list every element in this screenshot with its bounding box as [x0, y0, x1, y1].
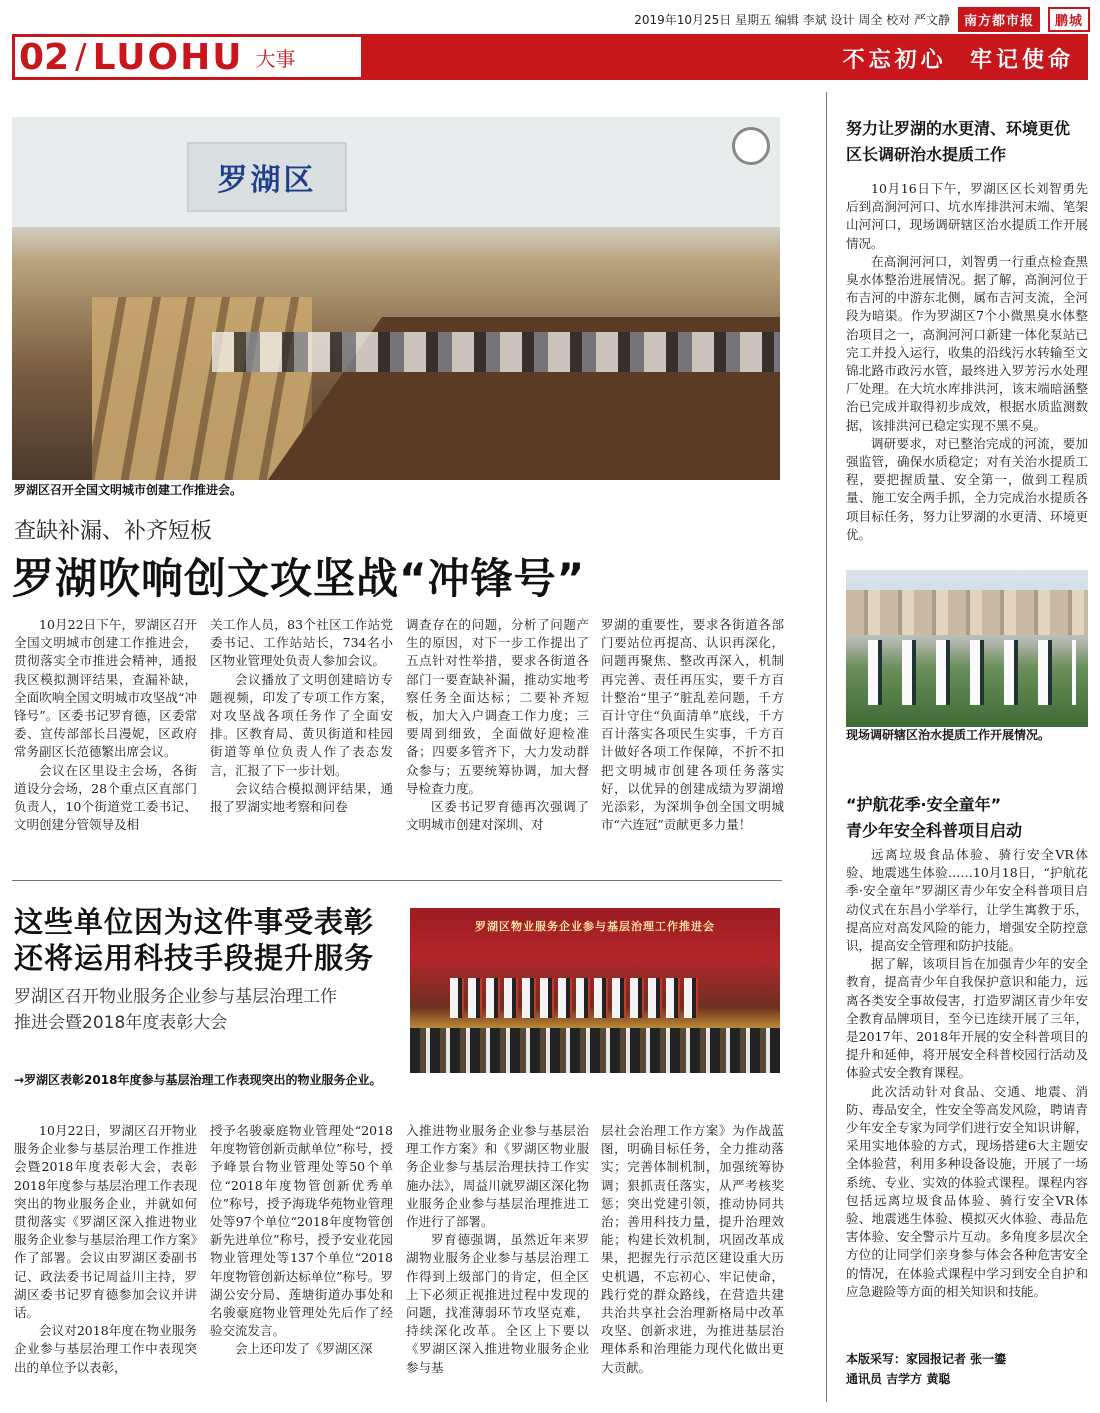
section-header-box	[12, 34, 364, 80]
second-column-1: 10月22日，罗湖区召开物业服务企业参与基层治理工作推进会暨2018年度表彰大会，表彰2018年度参与基层治理工作表现突出的物业服务企业，并就如何贯彻落实《罗湖区深入推进物业服务企业参与基层治理工作方案》作了部署。会议由罗湖区委副书记、政法委书记周益川主持，罗湖区委书记罗育德参加会议并讲话。 会议对2018年度在物业服务企业参与基层治理工作中表现突出的单位予以表彰，	[14, 1123, 197, 1375]
main-column-1: 10月22日下午，罗湖区召开全国文明城市创建工作推进会，贯彻落实全市推进会精神，通报我区模拟测评结果，查漏补缺，全面吹响全国文明城市攻坚战“冲锋号”。区委书记罗育德，区委常委、宣传部部长吕漫妮，区政府常务副区长范德繁出席会议。 会议在区里设主会场，各街道设分会场，28个重点区直部门负责人，10个街道党工委书记、文明创建分管领导及相	[14, 617, 197, 833]
section-header-bar	[12, 34, 1088, 80]
second-column-4: 层社会治理工作方案》为作战蓝图，明确目标任务，全力推动落实；完善体制机制，加强统筹协调；狠抓责任落实，从严考核奖惩；突出党建引领，推动协同共治；善用科技力量，提升治理效能；构建长效机制，巩固改革成果，把握先行示范区建设重大历史机遇，不忘初心、牢记使命，践行党的群众路线，在营造共建共治共享社会治理新格局中改革攻坚、创新求进，为推进基层治理体系和治理能力现代化做出更大贡献。	[601, 1123, 784, 1375]
main-kicker: 查缺补漏、补齐短板	[14, 519, 213, 544]
stage-banner-text: 罗湖区物业服务企业参与基层治理工作推进会	[475, 920, 715, 933]
newspaper-logo: 南方都市报	[958, 7, 1040, 32]
side-headline-2: “护航花季·安全童年” 青少年安全科普项目启动	[846, 795, 1023, 840]
section-subtitle: 大事	[255, 46, 296, 71]
second-subhead: 罗湖区召开物业服务企业参与基层治理工作 推进会暨2018年度表彰大会	[14, 987, 337, 1034]
second-headline: 这些单位因为这件事受表彰 还将运用科技手段提升服务	[14, 905, 375, 976]
river-inspection-photo	[846, 570, 1088, 727]
side-headline-1: 努力让罗湖的水更清、环境更优 区长调研治水提质工作	[846, 119, 1071, 164]
section-divider	[12, 880, 782, 881]
main-column-3: 调查存在的问题，分析了问题产生的原因，对下一步工作提出了五点针对性举措，要求各街道各部门一要查缺补漏，推动实地考察任务全面达标；二要补齐短板，加大入户调查工作力度；三要周到细致，全面做好迎检准备；四要多管齐下，大力发动群众参与；五要统筹协调，加大督导检查力度。 区委书记罗育德再次强调了文明城市创建对深圳、对	[406, 617, 589, 833]
page-number: 02	[19, 36, 70, 78]
river-photo-caption: 现场调研辖区治水提质工作开展情况。	[846, 728, 1051, 742]
slash-divider: /	[75, 37, 87, 77]
meeting-photo-caption: 罗湖区召开全国文明城市创建工作推进会。	[14, 483, 243, 497]
slogan: 不忘初心 牢记使命	[842, 48, 1074, 73]
second-column-2: 授予名骏豪庭物业管理处“2018年度物管创新贡献单位”称号，授予峰景台物业管理处等50个单位“2018年度物管创新优秀单位”称号，授予海珑华苑物业管理处等97个单位“2018年度物管创新先进单位”称号，授予安业花园物业管理处等137个单位“2018年度物管创新达标单位”称号。罗湖公安分局、莲塘街道办事处和名骏豪庭物业管理处先后作了经验交流发言。 会上还印发了《罗湖区深	[210, 1123, 393, 1357]
clock-icon	[732, 127, 770, 165]
side-story-2-body: 远离垃圾食品体验、骑行安全VR体验、地震逃生体验……10月18日，“护航花季·安全童年”罗湖区青少年安全科普项目启动仪式在东昌小学举行，让学生寓教于乐，提高应对高发风险的能力，增强安全防控意识，提高安全管理和防护技能。 据了解，该项目旨在加强青少年的安全教育，提高青少年自我保护意识和能力，远离各类安全事故侵害，打造罗湖区青少年安全教育品牌项目，至今已连续开展了三年，是2017年、2018年开展的安全科普项目的提升和延伸，将开展安全科普校园行活动及体验式安全教育课程。 此次活动针对食品、交通、地震、消防、毒品安全，性安全等高发风险，聘请青少年安全专家为同学们进行安全知识讲解，采用实地体验的方式，现场搭建6大主题安全体验营，利用多种设备设施，开展了一场系统、专业、实效的体验式课程。课程内容包括远离垃圾食品体验、骑行安全VR体验、地震逃生体验、模拟灭火体验、毒品危害体验、安全警示片互动。多角度多层次全方位的让同学们亲身参与体会各种危害安全的情况，在体验式课程中学习到安全自护和应急避险等方面的相关知识和技能。	[846, 847, 1088, 1299]
second-column-3: 入推进物业服务企业参与基层治理工作方案》和《罗湖区物业服务企业参与基层治理扶持工作实施办法》，周益川就罗湖区深化物业服务企业参与基层治理推进工作进行了部署。 罗育德强调，虽然近年来罗湖物业服务企业参与基层治理工作得到上级部门的肯定，但全区上下必须正视推进过程中发现的问题，找准薄弱环节攻坚克难，持续深化改革。全区上下要以《罗湖区深入推进物业服务企业参与基	[406, 1123, 589, 1375]
edition-logo: 鹏城	[1048, 7, 1090, 32]
side-story-1-body: 10月16日下午，罗湖区区长刘智勇先后到高涧河河口、坑水库排洪河末端、笔架山河河口，现场调研辖区治水提质工作开展情况。 在高涧河河口，刘智勇一行重点检查黑臭水体整治进展情况。据了解，高涧河位于布吉河的中游东北侧，属布吉河支流，全河段为暗渠。作为罗湖区7个小微黑臭水体整治项目之一，高涧河河口新建一体化泵站已完工并投入运行，收集的沿线污水转输至文锦北路市政污水管，最终进入罗芳污水处理厂处理。在大坑水库排洪河，该末端暗涵整治已完成并取得初步成效，根据水质监测数据，该排洪河已稳定实现不黑不臭。 调研要求，对已整治完成的河流，要加强监管，确保水质稳定；对有关治水提质工程，要把握质量、安全第一，做到工程质量、施工安全两手抓，全力完成治水提质各项目标任务，努力让罗湖的水更清、环境更优。	[846, 181, 1088, 542]
main-headline: 罗湖吹响创文攻坚战“冲锋号”	[12, 554, 586, 603]
award-photo-caption: →罗湖区表彰2018年度参与基层治理工作表现突出的物业服务企业。	[14, 1073, 382, 1087]
section-title: LUOHU	[92, 36, 244, 78]
meeting-photo	[12, 117, 780, 480]
column-divider	[826, 92, 827, 1402]
main-column-4: 罗湖的重要性，要求各街道各部门要站位再提高、认识再深化，问题再聚焦、整改再深入，机制再完善、责任再压实，要千方百计整治“里子”脏乱差问题，千方百计守住“负面清单”底线，千方百计落实各项民生实事，千方百计做好各项工作保障，不折不扣把文明城市创建各项任务落实好，以优异的创建成绩为罗湖增光添彩，为深圳争创全国文明城市“六连冠”贡献更多力量！	[601, 617, 784, 833]
main-column-2: 关工作人员，83个社区工作站党委书记、工作站站长，734名小区物业管理处负责人参加会议。 会议播放了文明创建暗访专题视频，印发了专项工作方案，对攻坚战各项任务作了全面安排。区教育局、黄贝街道和桂园街道等单位负责人作了表态发言，汇报了下一步计划。 会议结合模拟测评结果，通报了罗湖实地考察和问卷	[210, 617, 393, 815]
date-line-bar	[550, 6, 1090, 32]
byline: 本版采写：家园报记者 张一鎏 通讯员 吉学方 黄聪	[846, 1352, 1007, 1387]
date-line: 2019年10月25日 星期五 编辑 李斌 设计 周全 校对 严文静	[634, 12, 950, 27]
award-ceremony-photo	[410, 908, 780, 1073]
photo-sign-text: 罗湖区	[187, 142, 347, 212]
